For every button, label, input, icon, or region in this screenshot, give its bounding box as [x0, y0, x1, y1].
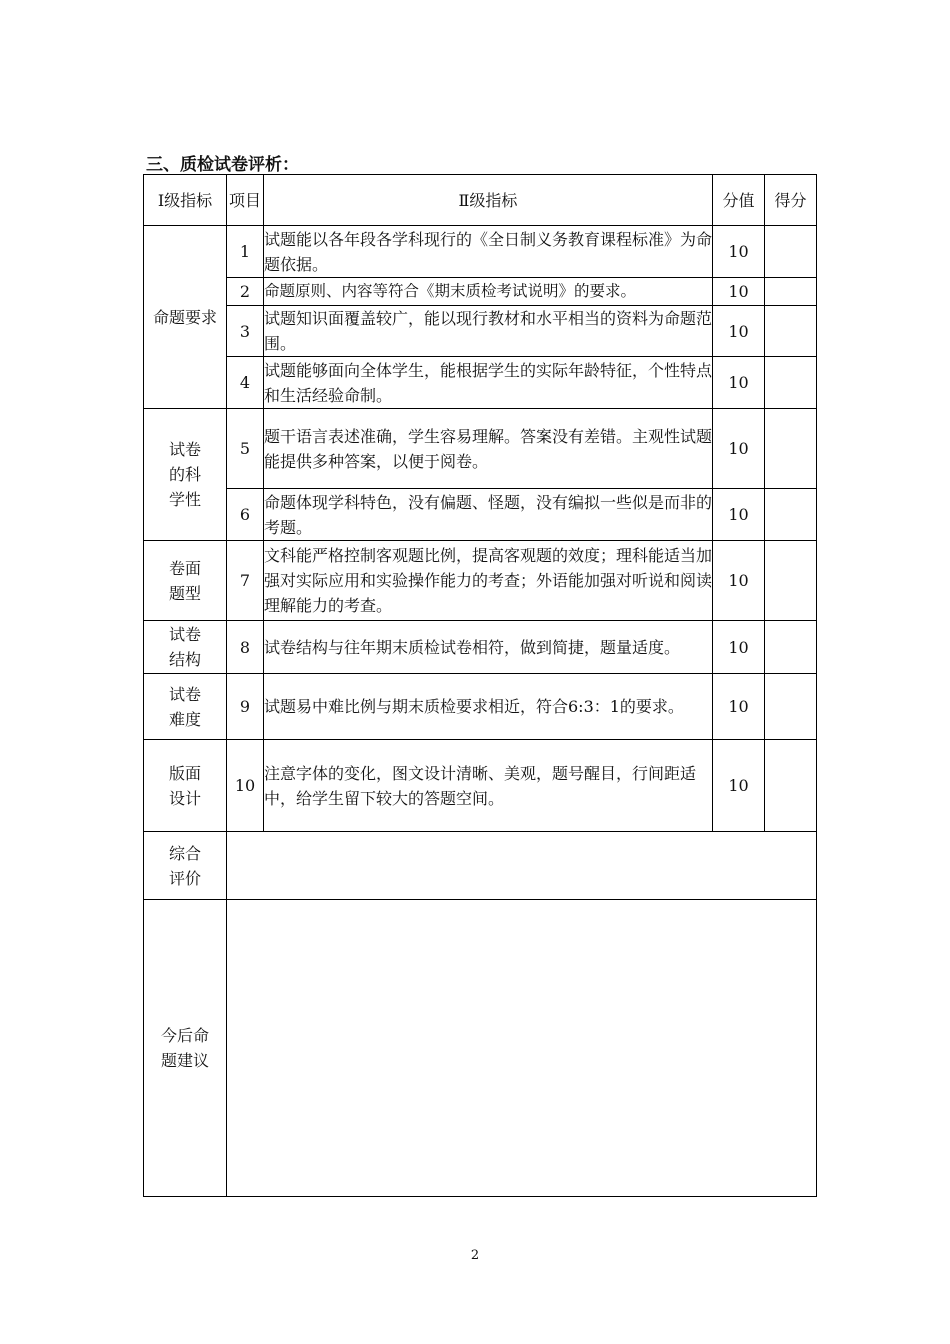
item-number: 10 — [227, 740, 264, 832]
table-row — [144, 621, 817, 674]
item-description: 试题能以各年段各学科现行的《全日制义务教育课程标准》为命题依据。 — [264, 226, 713, 278]
section-title: 三、质检试卷评析： — [146, 155, 299, 175]
group-label: 今后命题建议 — [144, 900, 227, 1197]
group-label: 命题要求 — [144, 226, 227, 409]
item-description: 试题能够面向全体学生，能根据学生的实际年龄特征，个性特点和生活经验命制。 — [264, 357, 713, 409]
table-row — [144, 278, 817, 306]
score-cell[interactable] — [765, 226, 817, 278]
page-number: 2 — [470, 1248, 480, 1263]
table-row — [144, 674, 817, 740]
table-row — [144, 489, 817, 541]
item-description: 命题原则、内容等符合《期末质检考试说明》的要求。 — [264, 278, 713, 306]
group-label: 综合评价 — [144, 832, 227, 900]
score-cell[interactable] — [765, 541, 817, 621]
item-description: 命题体现学科特色，没有偏题、怪题，没有编拟一些似是而非的考题。 — [264, 489, 713, 541]
table-row — [144, 357, 817, 409]
header-item: 项目 — [227, 175, 264, 226]
score-cell[interactable] — [765, 409, 817, 489]
item-number: 3 — [227, 306, 264, 357]
group-label: 试卷的科学性 — [144, 409, 227, 541]
table-row — [144, 226, 817, 278]
table-row — [144, 900, 817, 1197]
item-score: 10 — [713, 278, 765, 306]
item-description: 注意字体的变化，图文设计清晰、美观，题号醒目，行间距适中，给学生留下较大的答题空间。 — [264, 740, 713, 832]
item-score: 10 — [713, 541, 765, 621]
item-score: 10 — [713, 674, 765, 740]
score-cell[interactable] — [765, 489, 817, 541]
item-score: 10 — [713, 357, 765, 409]
item-score: 10 — [713, 306, 765, 357]
score-cell[interactable] — [765, 621, 817, 674]
table-row — [144, 306, 817, 357]
item-description: 试题知识面覆盖较广，能以现行教材和水平相当的资料为命题范围。 — [264, 306, 713, 357]
item-score: 10 — [713, 409, 765, 489]
table-row — [144, 409, 817, 489]
table-row — [144, 832, 817, 900]
item-description: 文科能严格控制客观题比例，提高客观题的效度；理科能适当加强对实际应用和实验操作能力的考查；外语能加强对听说和阅读理解能力的考查。 — [264, 541, 713, 621]
header-row — [144, 175, 817, 226]
header-level2: Ⅱ级指标 — [264, 175, 713, 226]
item-number: 2 — [227, 278, 264, 306]
group-label: 版面设计 — [144, 740, 227, 832]
item-number: 1 — [227, 226, 264, 278]
header-level1: Ⅰ级指标 — [144, 175, 227, 226]
item-description: 题干语言表述准确，学生容易理解。答案没有差错。主观性试题能提供多种答案，以便于阅卷。 — [264, 409, 713, 489]
group-label: 试卷难度 — [144, 674, 227, 740]
item-description: 试卷结构与往年期末质检试卷相符，做到简捷，题量适度。 — [264, 621, 713, 674]
item-score: 10 — [713, 489, 765, 541]
score-cell[interactable] — [765, 306, 817, 357]
score-cell[interactable] — [765, 278, 817, 306]
item-number: 9 — [227, 674, 264, 740]
item-score: 10 — [713, 621, 765, 674]
header-score: 分值 — [713, 175, 765, 226]
item-description: 试题易中难比例与期末质检要求相近，符合6:3：1的要求。 — [264, 674, 713, 740]
table-row — [144, 541, 817, 621]
item-number: 5 — [227, 409, 264, 489]
group-label: 卷面题型 — [144, 541, 227, 621]
evaluation-table — [143, 174, 817, 1197]
item-number: 7 — [227, 541, 264, 621]
table-row — [144, 740, 817, 832]
future-suggestions-cell[interactable] — [227, 900, 817, 1197]
item-score: 10 — [713, 740, 765, 832]
item-number: 8 — [227, 621, 264, 674]
overall-evaluation-cell[interactable] — [227, 832, 817, 900]
score-cell[interactable] — [765, 357, 817, 409]
item-number: 6 — [227, 489, 264, 541]
item-score: 10 — [713, 226, 765, 278]
header-obtained: 得分 — [765, 175, 817, 226]
score-cell[interactable] — [765, 674, 817, 740]
item-number: 4 — [227, 357, 264, 409]
score-cell[interactable] — [765, 740, 817, 832]
group-label: 试卷结构 — [144, 621, 227, 674]
